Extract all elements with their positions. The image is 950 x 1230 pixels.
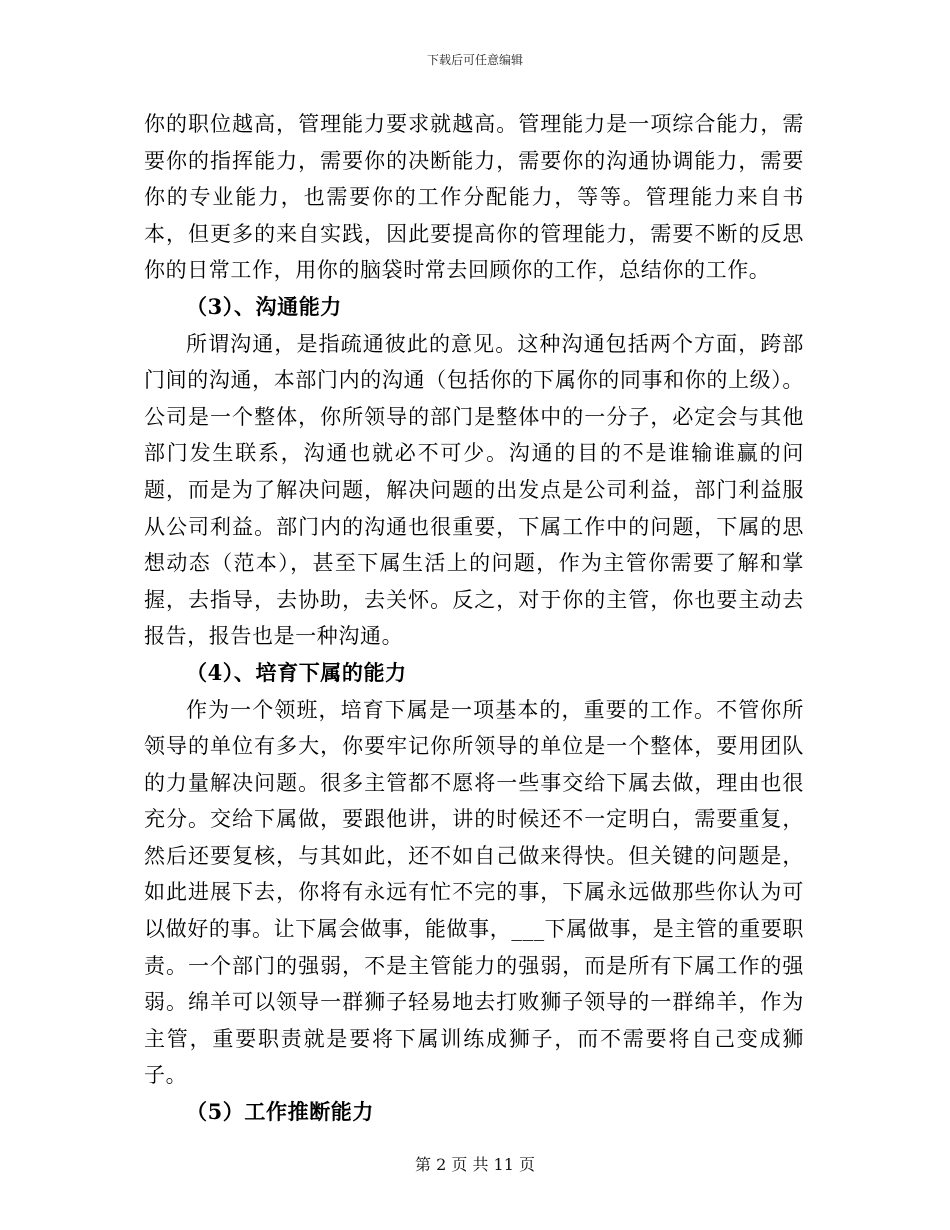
- document-body: [144, 106, 804, 1131]
- paragraph-management-ability: 你的职位越高，管理能力要求就越高。管理能力是一项综合能力，需要你的指挥能力，需要你的决断能力，需要你的沟通协调能力，需要你的专业能力，也需要你的工作分配能力，等等。管理能力来自书本，但更多的来自实践，因此要提高你的管理能力，需要不断的反思你的日常工作，用你的脑袋时常去回顾你的工作，总结你的工作。: [144, 112, 804, 283]
- paragraph-training-subordinates: 作为一个领班，培育下属是一项基本的，重要的工作。不管你所领导的单位有多大，你要牢记你所领导的单位是一个整体，要用团队的力量解决问题。很多主管都不愿将一些事交给下属去做，理由也很充分。交给下属做，要跟他讲，讲的时候还不一定明白，需要重复，然后还要复核，与其如此，还不如自己做来得快。但关键的问题是，如此进展下去，你将有永远有忙不完的事，下属永远做那些你认为可以做好的事。让下属会做事，能做事，___下属做事，是主管的重要职责。一个部门的强弱，不是主管能力的强弱，而是所有下属工作的强弱。绵羊可以领导一群狮子轻易地去打败狮子领导的一群绵羊，作为主管，重要职责就是要将下属训练成狮子，而不需要将自己变成狮子。: [144, 697, 804, 1088]
- heading-communication-ability: （3）、沟通能力: [186, 293, 342, 319]
- page-header: 下载后可任意编辑: [426, 53, 523, 67]
- page-number-footer: 第 2 页 共 11 页: [415, 1155, 535, 1174]
- paragraph-communication: 所谓沟通，是指疏通彼此的意见。这种沟通包括两个方面，跨部门间的沟通，本部门内的沟通（包括你的下属你的同事和你的上级）。公司是一个整体，你所领导的部门是整体中的一分子，必定会与其他部门发生联系，沟通也就必不可少。沟通的目的不是谁输谁赢的问题，而是为了解决问题，解决问题的出发点是公司利益，部门利益服从公司利益。部门内的沟通也很重要，下属工作中的问题，下属的思想动态（范本），甚至下属生活上的问题，作为主管你需要了解和掌握，去指导，去协助，去关怀。反之，对于你的主管，你也要主动去报告，报告也是一种沟通。: [144, 331, 804, 649]
- heading-training-subordinates: （4）、培育下属的能力: [186, 659, 407, 685]
- heading-work-judgment: （5）工作推断能力: [186, 1099, 375, 1125]
